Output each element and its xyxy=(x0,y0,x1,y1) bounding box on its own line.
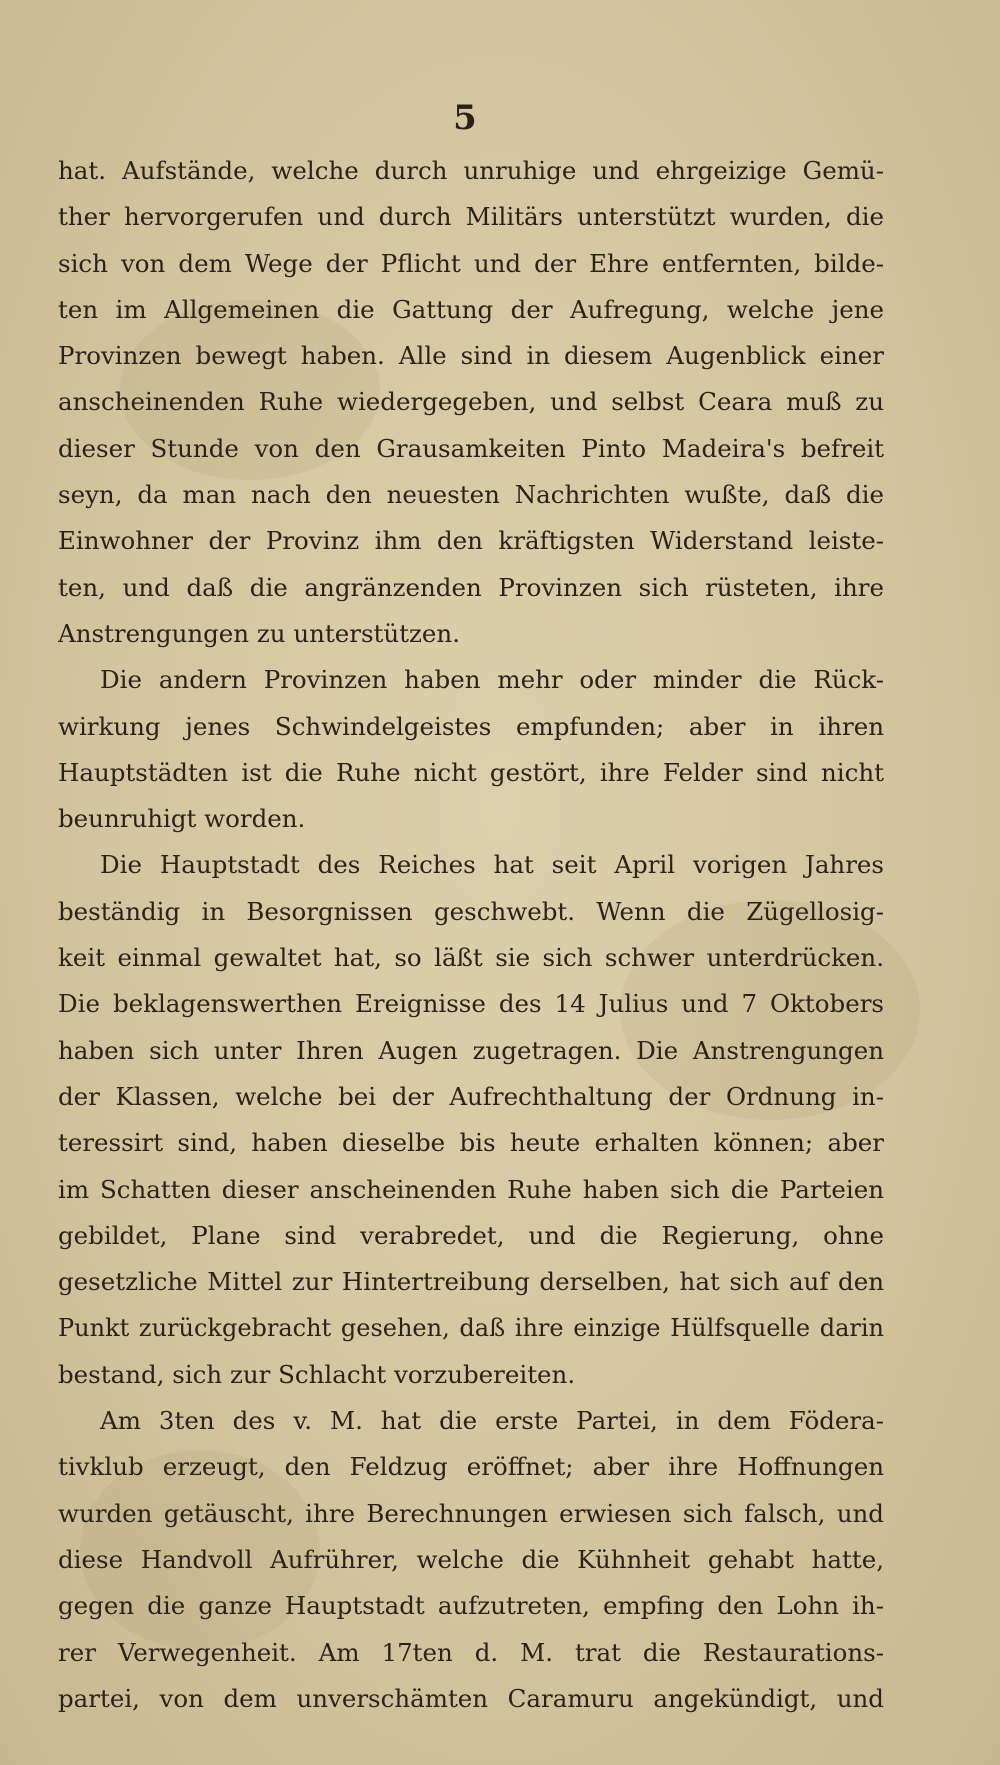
text-line: wurden getäuscht, ihre Berechnungen erwiesen sich falsch, und xyxy=(58,1498,884,1528)
text-line: anscheinenden Ruhe wiedergegeben, und selbst Ceara muß zu xyxy=(58,387,884,417)
text-line: seyn, da man nach den neuesten Nachrichten wußte, daß die xyxy=(58,480,884,510)
text-line: hat. Aufstände, welche durch unruhige und ehrgeizige Gemü- xyxy=(58,156,884,185)
body-text xyxy=(58,148,884,1722)
text-line: im Schatten dieser anscheinenden Ruhe haben sich die Parteien xyxy=(58,1174,884,1204)
text-line: tivklub erzeugt, den Feldzug eröffnet; aber ihre Hoffnungen xyxy=(58,1452,884,1482)
text-line: rer Verwegenheit. Am 17ten d. M. trat die Restaurations- xyxy=(58,1637,884,1667)
text-line: ten, und daß die angränzenden Provinzen sich rüsteten, ihre xyxy=(58,572,884,602)
text-line: beständig in Besorgnissen geschwebt. Wenn die Zügellosig- xyxy=(58,896,884,926)
text-line: Punkt zurückgebracht gesehen, daß ihre einzige Hülfsquelle darin xyxy=(58,1314,884,1343)
text-line: Am 3ten des v. M. hat die erste Partei, in dem Födera- xyxy=(100,1406,884,1436)
text-line: ten im Allgemeinen die Gattung der Aufregung, welche jene xyxy=(58,294,884,324)
text-line: diese Handvoll Aufrührer, welche die Kühnheit gehabt hatte, xyxy=(58,1544,884,1574)
text-line: gesetzliche Mittel zur Hintertreibung derselben, hat sich auf den xyxy=(58,1267,884,1297)
text-line: partei, von dem unverschämten Caramuru angekündigt, und xyxy=(58,1683,884,1713)
text-line: der Klassen, welche bei der Aufrechthaltung der Ordnung in- xyxy=(58,1081,884,1111)
text-line: gegen die ganze Hauptstadt aufzutreten, empfing den Lohn ih- xyxy=(58,1591,884,1621)
text-line: Die beklagenswerthen Ereignisse des 14 Julius und 7 Oktobers xyxy=(58,989,884,1019)
text-line: wirkung jenes Schwindelgeistes empfunden; aber in ihren xyxy=(58,711,884,741)
text-line: keit einmal gewaltet hat, so läßt sie sich schwer unterdrücken. xyxy=(58,943,884,973)
text-line: gebildet, Plane sind verabredet, und die Regierung, ohne xyxy=(58,1220,884,1250)
text-line: beunruhigt worden. xyxy=(58,804,306,834)
text-line: Die Hauptstadt des Reiches hat seit April vorigen Jahres xyxy=(100,850,884,880)
text-line: sich von dem Wege der Pflicht und der Ehre entfernten, bilde- xyxy=(58,248,884,278)
text-line: Anstrengungen zu unterstützen. xyxy=(58,618,460,648)
text-line: teressirt sind, haben dieselbe bis heute erhalten können; aber xyxy=(58,1128,884,1158)
text-line: ther hervorgerufen und durch Militärs unterstützt wurden, die xyxy=(58,202,884,232)
text-line: Provinzen bewegt haben. Alle sind in diesem Augenblick einer xyxy=(58,341,884,371)
text-line: bestand, sich zur Schlacht vorzubereiten. xyxy=(58,1359,576,1389)
text-line: dieser Stunde von den Grausamkeiten Pinto Madeira's befreit xyxy=(58,433,884,463)
text-line: Die andern Provinzen haben mehr oder minder die Rück- xyxy=(100,665,884,695)
page-number: 5 xyxy=(453,98,477,138)
text-line: haben sich unter Ihren Augen zugetragen. Die Anstrengungen xyxy=(58,1035,884,1065)
text-line: Hauptstädten ist die Ruhe nicht gestört, ihre Felder sind nicht xyxy=(58,757,884,787)
text-line: Einwohner der Provinz ihm den kräftigsten Widerstand leiste- xyxy=(58,526,884,556)
